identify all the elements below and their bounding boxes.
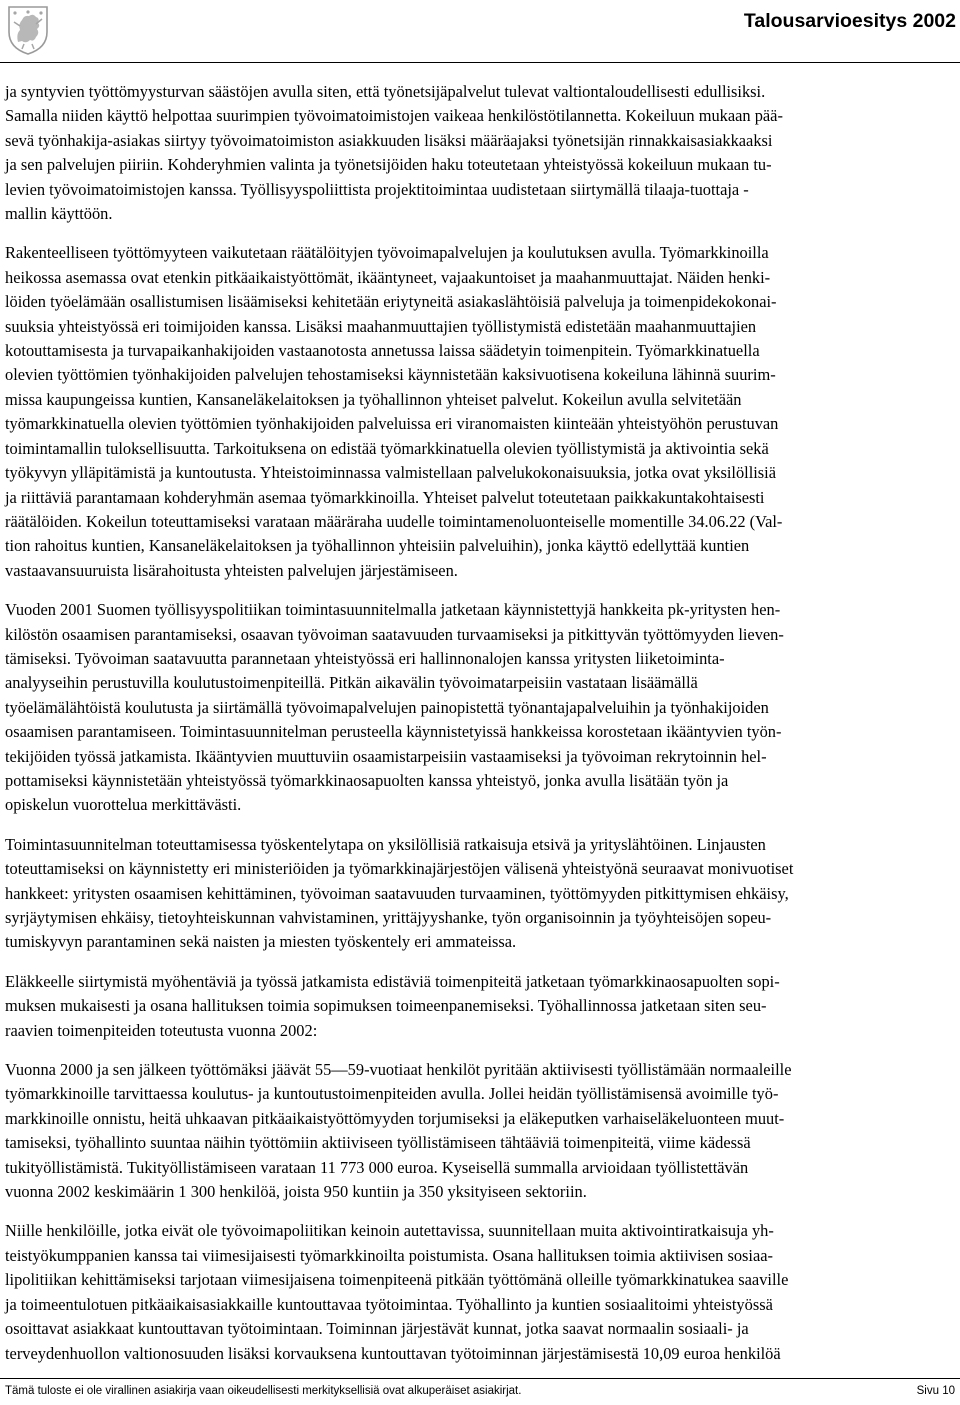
document-body xyxy=(5,80,957,1381)
finnish-lion-coat-of-arms-icon xyxy=(6,4,50,56)
footer-disclaimer: Tämä tuloste ei ole virallinen asiakirja vaan oikeudellisesti merkityksellisiä ovat alkuperäiset asiakirjat. xyxy=(5,1385,522,1397)
header-divider xyxy=(0,62,960,63)
paragraph: Toimintasuunnitelman toteuttamisessa työskentelytapa on yksilöllisiä ratkaisuja etsivä ja yrityslähtöinen. Linjausten toteuttamiseksi on käynnistetty eri ministeriöiden ja työmarkkinajärjestöjen välisenä yhteistyönä seuraavat monivuotiset hankkeet: yritysten osaamisen kehittäminen, työvoiman saatavuuden turvaaminen, työttömyyden pitkittymisen ehkäisy, syrjäytymisen ehkäisy, tietoyhteiskunnan vahvistaminen, yrittäjyyshanke, työn organisoinnin ja työyhteisöjen sopeu- tumiskyvyn parantaminen sekä naisten ja miesten työskentely eri ammateissa. xyxy=(5,834,794,952)
paragraph: Vuoden 2001 Suomen työllisyyspolitiikan toimintasuunnitelmalla jatketaan käynnistettyjä hankkeita pk-yritysten hen- kilöstön osaamisen parantamiseksi, osaavan työvoiman saatavuuden turvaamiseksi ja pitkittyvän työttömyyden lieven- tämiseksi. Työvoiman saatavuutta parannetaan yhteistyössä eri hallinnonalojen kanssa yritysten liiketoiminta- analyyseihin perustuvilla koulutustoimenpiteillä. Pitkän aikavälin työvoimatarpeisiin vastataan lisäämällä työelämälähtöistä koulutusta ja siirtämällä työvoimapalvelujen painopistettä työnantajapalveluihin ja työnhakijoiden osaamisen parantamiseen. Toimintasuunnitelman perusteella käynnistetyissä hankkeissa korostetaan ikääntyvien työn- tekijöiden työssä jatkamista. Ikääntyvien muuttuviin osaamistarpeisiin vastaamiseksi ja työvoiman rekrytoinnin hel- pottamiseksi käynnistetään yhteistyössä työmarkkinaosapuolten kanssa yhteistyö, jonka avulla lisätään työn ja opiskelun vuorottelua merkittävästi. xyxy=(5,600,784,815)
paragraph: Vuonna 2000 ja sen jälkeen työttömäksi jäävät 55—59-vuotiaat henkilöt pyritään aktiivisesti työllistämään normaaleille työmarkkinoille tarvittaessa koulutus- ja kuntoutustoimenpiteiden avulla. Jollei heidän työllistämisensä avoimille työ- markkinoille onnistu, heitä uhkaavan pitkäaikaistyöttömyyden torjumiseksi ja eläkeputken varhaiseläkeluonteen muut- tamiseksi, työhallinto suuntaa näihin työttömiin aktiiviseen työllistämiseen tähtääviä toimenpiteitä, viime kädessä tukityöllistämistä. Tukityöllistämiseen varataan 11 773 000 euroa. Kyseisellä summalla arvioidaan työllistettävän vuonna 2002 keskimäärin 1 300 henkilöä, joista 950 kuntiin ja 350 yksityiseen sektoriin. xyxy=(5,1060,792,1202)
page-header xyxy=(0,0,960,62)
paragraph: Eläkkeelle siirtymistä myöhentäviä ja työssä jatkamista edistäviä toimenpiteitä jatketaan työmarkkinaosapuolten sopi- muksen mukaisesti ja osana hallituksen toimia sopimuksen toimeenpanemiseksi. Työhallinnossa jatketaan siten seu- raavien toimenpiteiden toteutusta vuonna 2002: xyxy=(5,971,780,1040)
paragraph: Niille henkilöille, jotka eivät ole työvoimapoliitikan keinoin autettavissa, suunnitellaan muita aktivointiratkaisuja yh- teistyökumppanien kanssa tai viimesijaisesti työmarkkinoilta poistumista. Osana hallituksen toimia aktiivisen sosiaa- lipolitiikan kehittämiseksi tarjotaan viimesijaisena toimenpiteenä pitkään työttömänä olleille työmarkkinatukea saaville ja toimeentulotuen pitkäaikaisasiakkaille kuntouttavaa työtoimintaa. Työhallinto ja kuntien sosiaalitoimi yhteistyössä osoittavat asiakkaat kuntouttavan työtoimintaan. Toiminnan järjestävät kunnat, jotka saavat normaalin sosiaali- ja terveydenhuollon valtionosuuden lisäksi korvauksena kuntouttavan työtoiminnan järjestämisestä 10,09 euroa henkilöä xyxy=(5,1221,789,1363)
paragraph: Rakenteelliseen työttömyyteen vaikutetaan räätälöityjen työvoimapalvelujen ja koulutuksen avulla. Työmarkkinoilla heikossa asemassa ovat etenkin pitkäaikaistyöttömät, ikääntyneet, vajaakuntoiset ja maahanmuuttajat. Näiden henki- löiden työelämään osallistumisen lisäämiseksi kehitetään eriytyneitä asiakaslähtöisiä palveluja ja toimenpidekokonai- suuksia yhteistyössä eri toimijoiden kanssa. Lisäksi maahanmuuttajien työllistymistä edistetään maahanmuuttajien kotouttamisesta ja turvapaikanhakijoiden vastaanotosta annetussa laissa säädetyin toimenpitein. Työmarkkinatuella olevien työttömien työnhakijoiden palvelujen tehostamiseksi käynnistetään kaksivuotisena kokeiluna lähinnä suurim- missa kaupungeissa kuntien, Kansaneläkelaitoksen ja työhallinnon yhteiset palvelut. Kokeilun avulla selvitetään työmarkkinatuella olevien työttömien työnhakijoiden palveluissa eri viranomaisten kiinteään yhteistyöhön perustuvan toimintamallin tuloksellisuutta. Tarkoituksena on edistää työmarkkinatuella olevien työllistymistä ja aktivointia sekä työkyvyn ylläpitämistä ja kuntoutusta. Yhteistoiminnassa valmistellaan palvelukokonaisuuksia, jotka ovat yksilöllisiä ja riittäviä parantamaan kohderyhmän asemaa työmarkkinoilla. Yhteiset palvelut toteutetaan paikkakuntakohtaisesti räätälöiden. Kokeilun toteuttamiseksi varataan määräraha uudelle toimintamenoluonteiselle momentille 34.06.22 (Val- tion rahoitus kuntien, Kansaneläkelaitoksen ja työhallinnon yhteisiin palveluihin), jonka käyttö edellyttää kuntien vastaavansuuruista lisärahoitusta yhteisten palvelujen järjestämiseen. xyxy=(5,243,783,580)
document-title: Talousarvioesitys 2002 xyxy=(743,10,956,32)
page-number: Sivu 10 xyxy=(916,1385,955,1397)
paragraph: ja syntyvien työttömyysturvan säästöjen avulla siten, että työnetsijäpalvelut tulevat valtiontaloudellisesti edullisiksi. Samalla niiden käyttö helpottaa suurimpien työvoimatoimistojen vaikeaa henkilöstötilannetta. Kokeiluun mukaan pää- sevä työnhakija-asiakas siirtyy työvoimatoimiston asiakkuuden lisäksi määräajaksi työnetsijän rinnakkaisasiakkaaksi ja sen palvelujen piiriin. Kohderyhmien valinta ja työnetsijöiden haku toteutetaan yhteistyössä kokeiluun mukaan tu- levien työvoimatoimistojen kanssa. Työllisyyspoliittista projektitoimintaa uudistetaan siirtymällä tilaaja-tuottaja - mallin käyttöön. xyxy=(5,82,783,224)
footer-divider xyxy=(0,1378,960,1379)
